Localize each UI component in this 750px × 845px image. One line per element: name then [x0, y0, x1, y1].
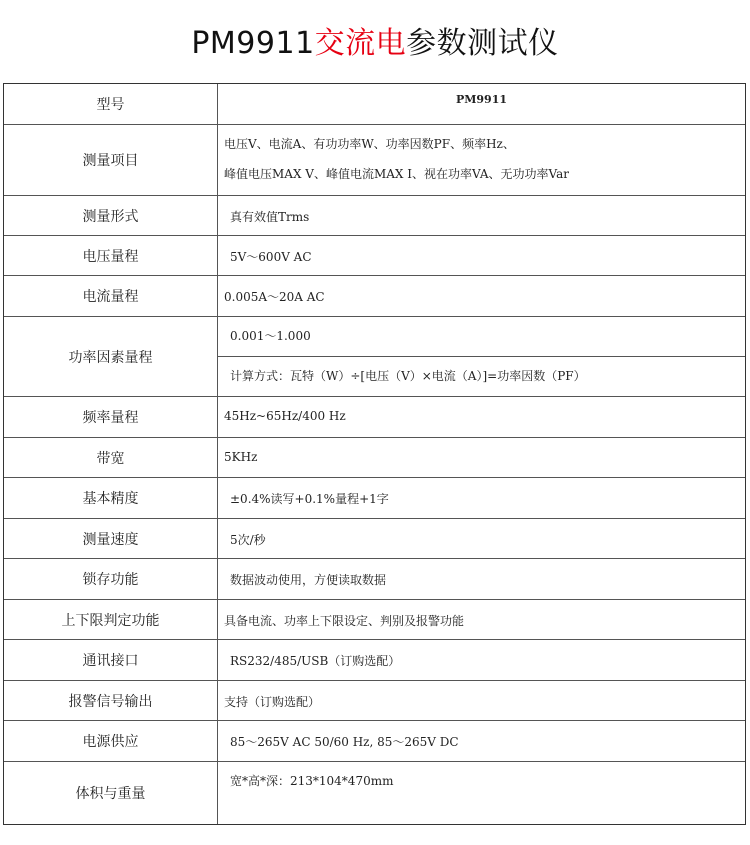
row-label: 带宽	[4, 438, 218, 477]
row-value	[218, 196, 745, 235]
table-row	[4, 559, 745, 600]
row-value-line: 真有效值Trms	[230, 210, 310, 224]
row-value-line: 峰值电压MAX V、峰值电流MAX I、视在功率VA、无功功率Var	[224, 167, 570, 181]
row-value-line: 具备电流、功率上下限设定、判别及报警功能	[224, 614, 465, 628]
row-value-line: 5KHz	[224, 450, 258, 464]
header-value-cell	[218, 84, 745, 124]
title-suffix: 参数测试仪	[406, 26, 559, 61]
row-value-line: 宽*高*深：213*104*470mm	[230, 774, 394, 788]
table-row	[4, 196, 745, 236]
table-row	[4, 317, 745, 397]
row-value-line: 计算方式：瓦特（W）÷[电压（V）×电流（A）]=功率因数（PF）	[230, 369, 586, 383]
row-value	[218, 438, 745, 477]
row-value-line: 电压V、电流A、有功功率W、功率因数PF、频率Hz、	[224, 137, 515, 151]
row-label: 基本精度	[4, 478, 218, 518]
header-label: 型号	[4, 84, 218, 124]
row-label: 功率因素量程	[4, 317, 218, 396]
row-value	[218, 762, 745, 824]
row-value	[218, 276, 745, 316]
row-value-line: RS232/485/USB（订购选配）	[230, 654, 401, 668]
row-label: 电源供应	[4, 721, 218, 761]
row-value-line: 数据波动使用，方便读取数据	[230, 573, 387, 587]
row-value-line: 0.001～1.000	[230, 329, 311, 343]
title-highlight: 交流电	[314, 26, 407, 61]
row-label: 报警信号输出	[4, 681, 218, 720]
table-row	[4, 397, 745, 438]
row-value	[218, 519, 745, 558]
table-row	[4, 640, 745, 681]
row-label: 电流量程	[4, 276, 218, 316]
row-value-line: 5V～600V AC	[230, 250, 312, 264]
row-value	[218, 317, 745, 396]
table-row	[4, 125, 745, 196]
row-label: 锁存功能	[4, 559, 218, 599]
title-model: PM9911	[191, 26, 315, 61]
table-row	[4, 721, 745, 762]
table-row	[4, 681, 745, 721]
row-value	[218, 559, 745, 599]
row-value-line: 45Hz~65Hz/400 Hz	[224, 409, 346, 423]
table-row	[4, 438, 745, 478]
row-value-line: 5次/秒	[230, 533, 266, 547]
row-label: 通讯接口	[4, 640, 218, 680]
row-value-line: 85～265V AC 50/60 Hz, 85～265V DC	[230, 735, 459, 749]
header-value: PM9911	[455, 93, 508, 106]
table-row	[4, 600, 745, 640]
row-label: 测量速度	[4, 519, 218, 558]
table-row	[4, 762, 745, 824]
row-value	[218, 600, 745, 639]
row-value	[218, 397, 745, 437]
row-label: 测量形式	[4, 196, 218, 235]
table-row	[4, 276, 745, 317]
row-value	[218, 640, 745, 680]
row-label: 频率量程	[4, 397, 218, 437]
row-value-line: 0.005A～20A AC	[224, 290, 325, 304]
spec-table	[3, 83, 746, 825]
row-value	[218, 236, 745, 275]
row-label: 电压量程	[4, 236, 218, 275]
row-label: 测量项目	[4, 125, 218, 195]
row-value-line: 支持（订购选配）	[224, 695, 321, 709]
row-value	[218, 721, 745, 761]
row-value	[218, 681, 745, 720]
row-value-line: ±0.4%读写+0.1%量程+1字	[230, 492, 389, 506]
page-title	[0, 22, 750, 66]
table-row	[4, 519, 745, 559]
row-value	[218, 478, 745, 518]
table-header-row	[4, 84, 745, 125]
row-label: 上下限判定功能	[4, 600, 218, 639]
table-row	[4, 236, 745, 276]
row-label: 体积与重量	[4, 762, 218, 824]
row-value	[218, 125, 745, 195]
sub-divider	[218, 356, 745, 357]
table-row	[4, 478, 745, 519]
